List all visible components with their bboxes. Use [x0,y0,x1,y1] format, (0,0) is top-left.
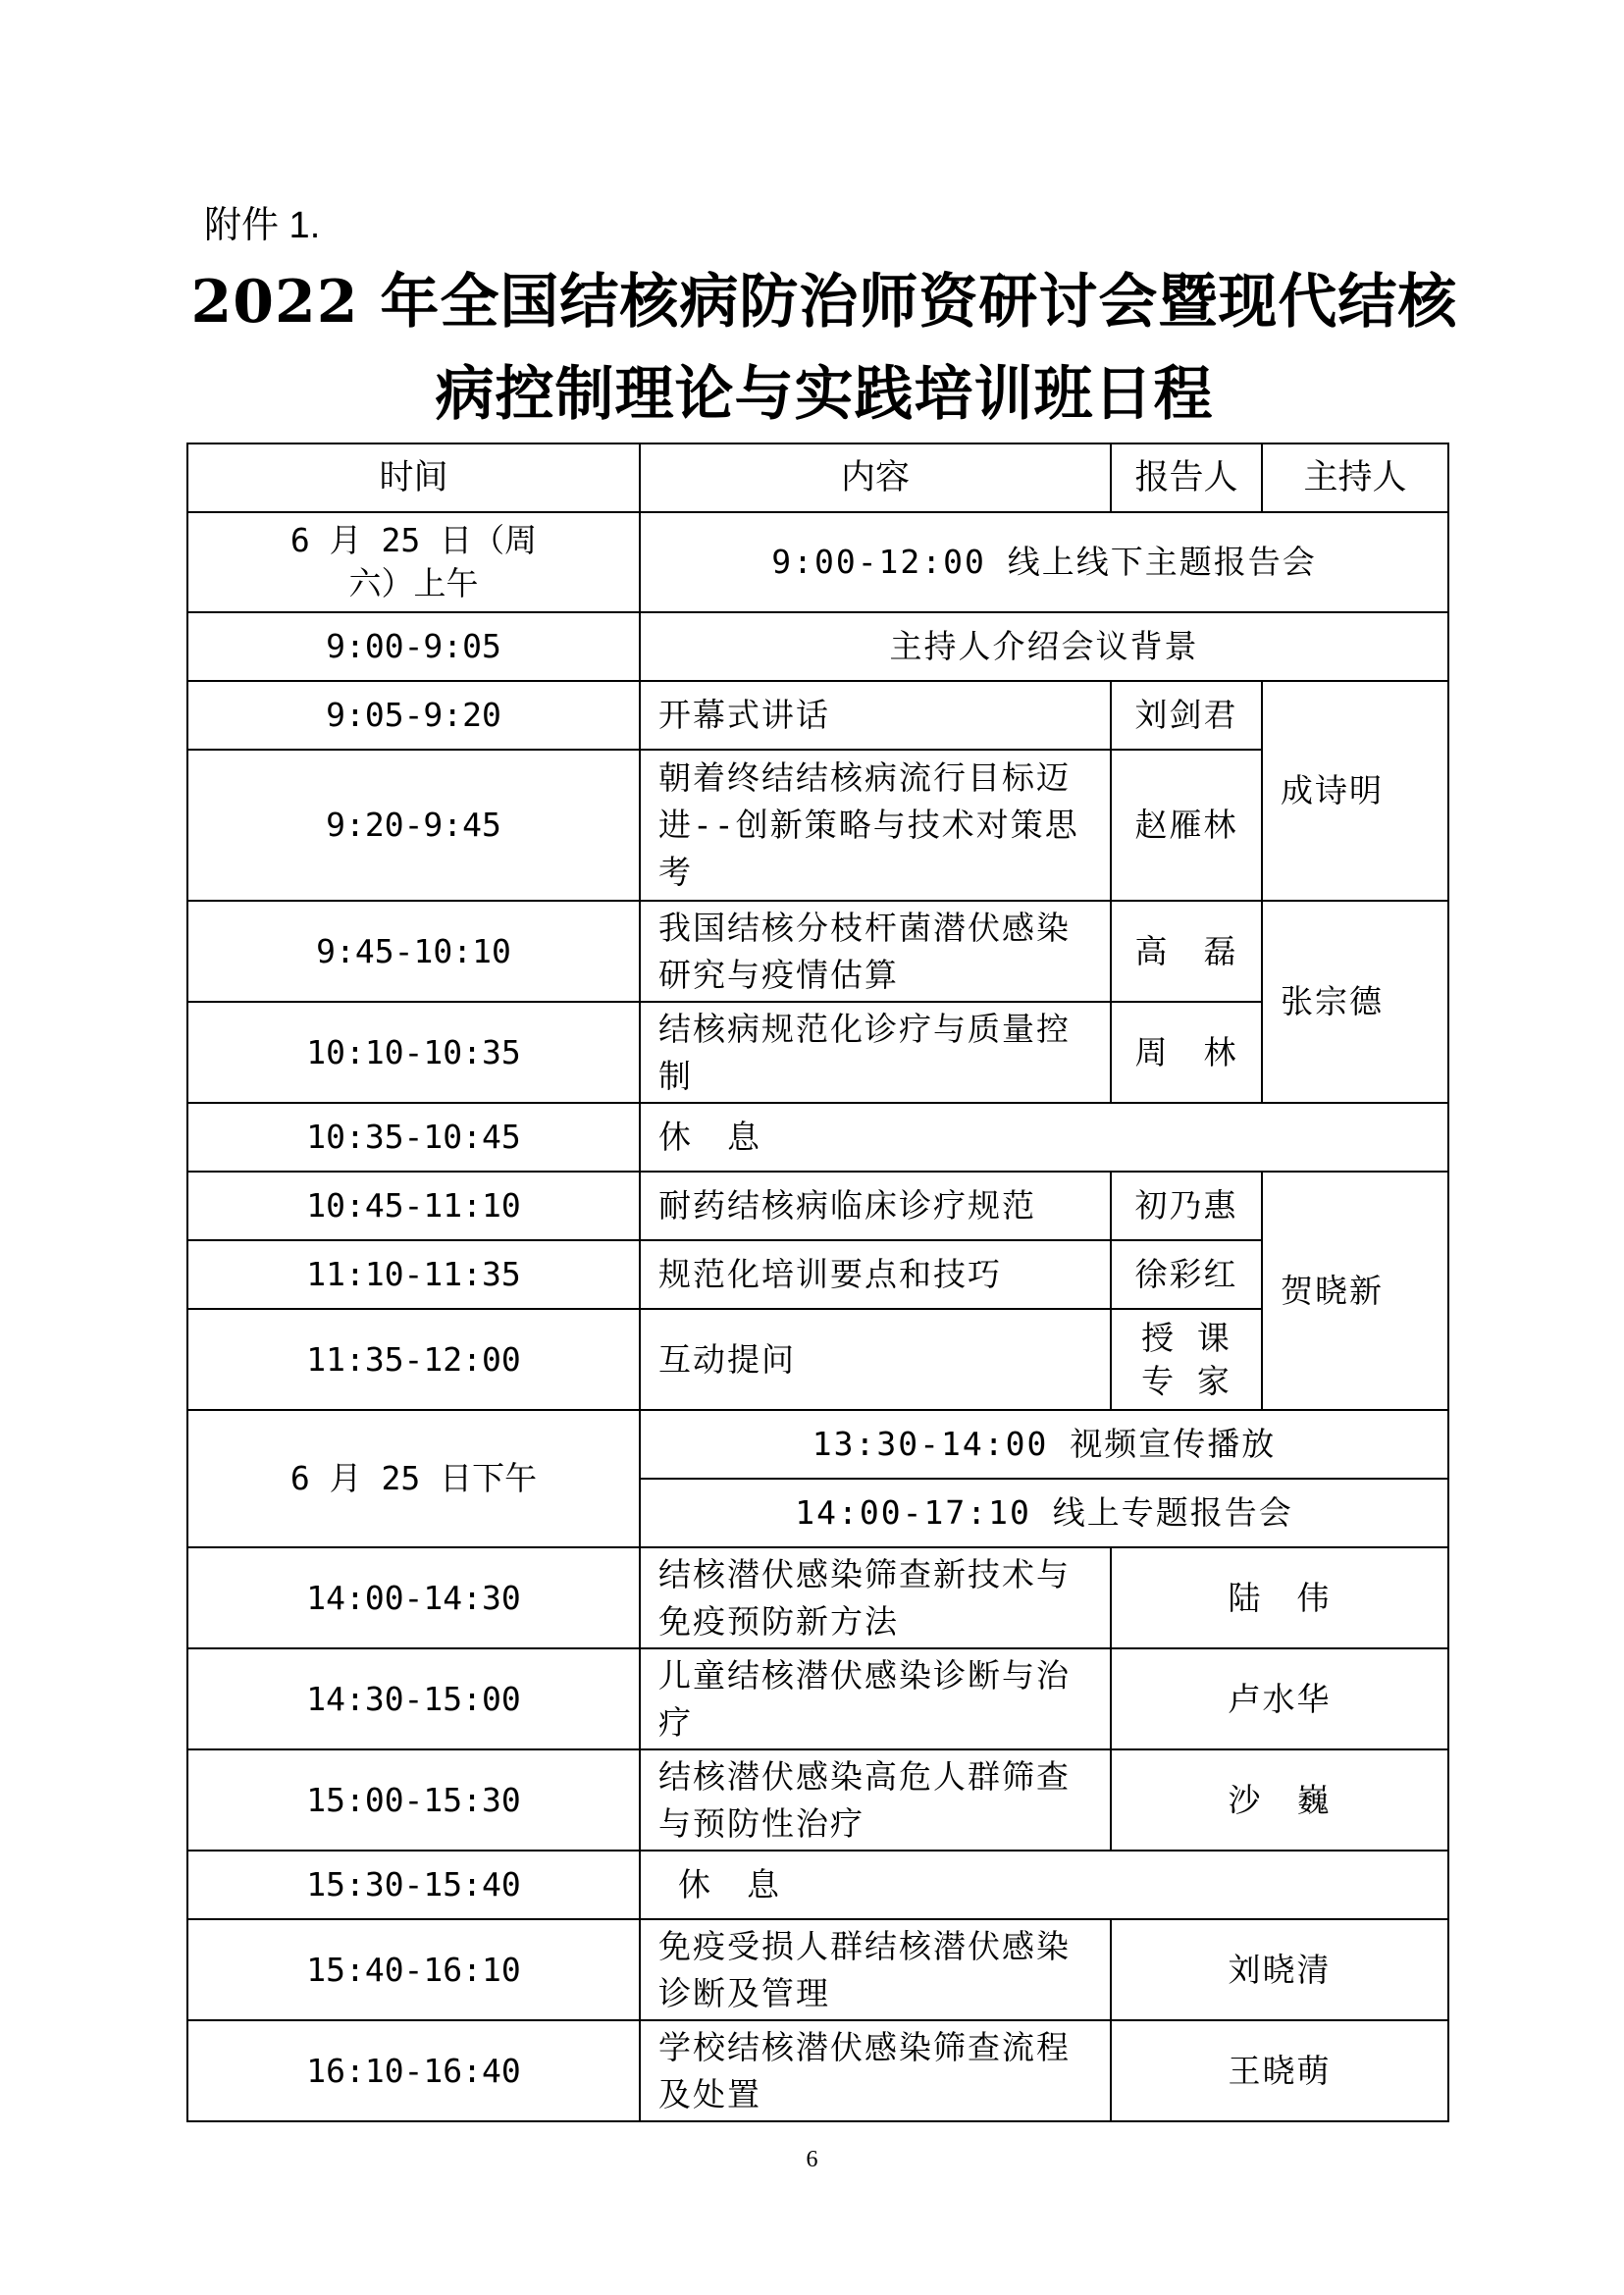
row-speaker: 王晓萌 [1111,2020,1448,2121]
row-speaker: 徐彩红 [1111,1240,1262,1309]
table-row [187,1648,1448,1749]
row-time: 15:40-16:10 [187,1919,640,2020]
row-speaker: 刘剑君 [1111,681,1262,750]
row-speaker: 卢水华 [1111,1648,1448,1749]
header-host: 主持人 [1262,443,1448,512]
row-content: 结核病规范化诊疗与质量控制 [640,1002,1111,1103]
row-speaker: 赵雁林 [1111,750,1262,901]
row-speaker: 高 磊 [1111,901,1262,1002]
host-cell: 张宗德 [1262,901,1448,1103]
row-time: 11:10-11:35 [187,1240,640,1309]
document-title-line1: 2022 年全国结核病防治师资研讨会暨现代结核 [190,268,1458,337]
header-time: 时间 [187,443,640,512]
morning-date: 6 月 25 日（周六）上午 [187,512,640,612]
table-row [187,1919,1448,2020]
table-row [187,681,1448,750]
table-row [187,1172,1448,1240]
row-content: 休 息 [640,1851,1448,1919]
row-time: 15:00-15:30 [187,1749,640,1851]
row-content: 开幕式讲话 [640,681,1111,750]
row-time: 11:35-12:00 [187,1309,640,1410]
row-content: 朝着终结结核病流行目标迈进--创新策略与技术对策思考 [640,750,1111,901]
row-time: 14:30-15:00 [187,1648,640,1749]
table-row [187,901,1448,1002]
row-time: 10:35-10:45 [187,1103,640,1172]
host-cell: 成诗明 [1262,681,1448,901]
row-speaker: 周 林 [1111,1002,1262,1103]
table-row [187,612,1448,681]
row-speaker: 刘晓清 [1111,1919,1448,2020]
row-time: 15:30-15:40 [187,1851,640,1919]
row-content: 休 息 [640,1103,1448,1172]
table-header-row [187,443,1448,512]
row-content: 我国结核分枝杆菌潜伏感染研究与疫情估算 [640,901,1111,1002]
morning-session: 9:00-12:00 线上线下主题报告会 [640,512,1448,612]
schedule-table [186,443,1449,2122]
row-time: 14:00-14:30 [187,1547,640,1648]
table-row [187,750,1448,901]
row-time: 16:10-16:40 [187,2020,640,2121]
afternoon-date: 6 月 25 日下午 [187,1410,640,1547]
table-row [187,1103,1448,1172]
table-row [187,1851,1448,1919]
row-content: 免疫受损人群结核潜伏感染诊断及管理 [640,1919,1111,2020]
table-row [187,512,1448,612]
row-content: 主持人介绍会议背景 [640,612,1448,681]
row-time: 9:00-9:05 [187,612,640,681]
table-row [187,2020,1448,2121]
row-content: 互动提问 [640,1309,1111,1410]
header-content: 内容 [640,443,1111,512]
table-row [187,1002,1448,1103]
row-time: 9:45-10:10 [187,901,640,1002]
table-row [187,1309,1448,1410]
page-number: 6 [806,2147,818,2172]
table-row [187,1240,1448,1309]
row-speaker: 初乃惠 [1111,1172,1262,1240]
row-content: 学校结核潜伏感染筛查流程及处置 [640,2020,1111,2121]
row-content: 耐药结核病临床诊疗规范 [640,1172,1111,1240]
row-time: 9:05-9:20 [187,681,640,750]
table-row [187,1749,1448,1851]
row-speaker: 授 课专 家 [1111,1309,1262,1410]
table-row [187,1547,1448,1648]
table-row [187,1410,1448,1479]
document-title-line2: 病控制理论与实践培训班日程 [435,360,1214,429]
row-content: 规范化培训要点和技巧 [640,1240,1111,1309]
row-content: 结核潜伏感染高危人群筛查与预防性治疗 [640,1749,1111,1851]
row-time: 10:10-10:35 [187,1002,640,1103]
row-time: 9:20-9:45 [187,750,640,901]
host-cell: 贺晓新 [1262,1172,1448,1410]
afternoon-session-2: 14:00-17:10 线上专题报告会 [640,1479,1448,1547]
row-speaker: 沙 巍 [1111,1749,1448,1851]
row-speaker: 陆 伟 [1111,1547,1448,1648]
row-time: 10:45-11:10 [187,1172,640,1240]
attachment-label: 附件 1. [204,205,321,246]
afternoon-session-1: 13:30-14:00 视频宣传播放 [640,1410,1448,1479]
header-speaker: 报告人 [1111,443,1262,512]
row-content: 结核潜伏感染筛查新技术与免疫预防新方法 [640,1547,1111,1648]
row-content: 儿童结核潜伏感染诊断与治疗 [640,1648,1111,1749]
